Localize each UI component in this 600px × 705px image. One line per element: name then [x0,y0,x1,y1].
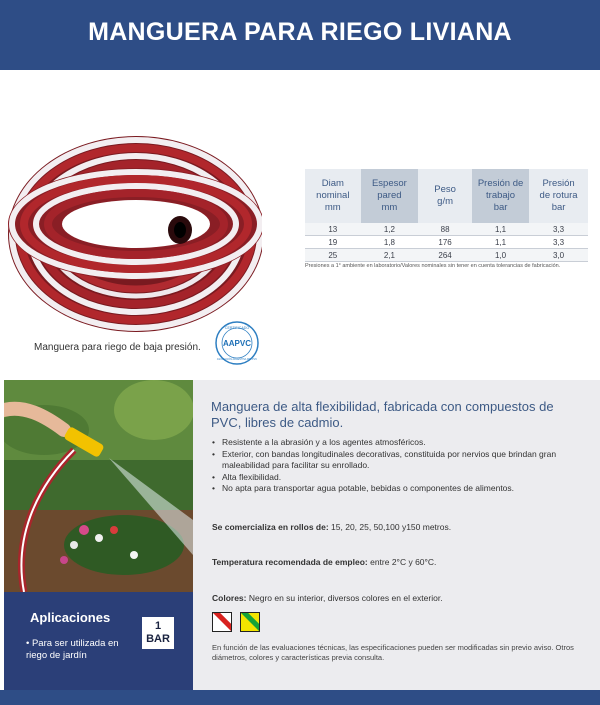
temperature-label: Temperatura recomendada de empleo: [212,557,368,567]
pressure-badge-number: 1 [154,620,162,632]
table-row [305,249,588,262]
table-cell: 2,1 [361,249,419,262]
list-item: • Resistente a la abrasión y a los agentes atmosféricos. [212,437,587,449]
header-espesor [361,169,419,223]
temperature-info [212,557,436,567]
table-cell: 13 [305,223,361,236]
spec-table-header-row [305,169,588,223]
list-item: • Alta flexibilidad. [212,472,587,484]
table-cell: 1,0 [472,249,529,262]
hose-coil-image [4,84,262,334]
photo-caption: Manguera para riego de baja presión. [34,342,201,353]
header-banner [0,0,600,70]
applications-item: • Para ser utilizada en riego de jardín [26,638,119,661]
color-swatches [212,612,264,632]
product-description-title: Manguera de alta flexibilidad, fabricada con compuestos de PVC, libres de cadmio. [211,399,554,430]
seal-bottom-text: ASOCIACIÓN ARGENTINA DEL PVC [216,358,258,361]
header-presion-trabajo [472,169,529,223]
table-cell: 1,1 [472,223,529,236]
disclaimer-text: En función de las evaluaciones técnicas, las especificaciones pueden ser modificadas sin previo aviso. Otros diámetros, colores y características previa consulta. [212,643,574,662]
table-cell: 176 [418,236,472,249]
rolls-value: 15, 20, 25, 50,100 y150 metros. [328,522,452,532]
pressure-badge-unit: BAR [146,633,170,645]
applications-title: Aplicaciones [30,610,111,625]
table-cell: 25 [305,249,361,262]
table-footnote: Presiones a 1° ambiente en laboratorio/Valores nominales sin tener en cuenta tolerancias de fabricación. [305,263,561,269]
table-cell: 88 [418,223,472,236]
table-cell: 1,1 [472,236,529,249]
header-diam [305,169,361,223]
table-cell: 3,0 [529,249,588,262]
header-peso-text: Peso g/m [434,184,456,207]
header-presion-rotura-text: Presión de rotura bar [539,178,578,213]
table-row [305,236,588,249]
rolls-label: Se comercializa en rollos de: [212,522,329,532]
feature-list [212,437,587,495]
table-row [305,223,588,236]
table-cell: 3,3 [529,223,588,236]
pressure-badge [142,617,174,649]
temperature-value: entre 2°C y 60°C. [367,557,437,567]
colors-info [212,593,443,603]
list-item: • Exterior, con bandas longitudinales decorativas, constituida por nervios que brindan gran maleabilidad para facilitar su enrollado. [212,449,587,472]
table-cell: 264 [418,249,472,262]
rolls-info [212,522,451,532]
certification-seal-icon [214,320,260,366]
table-cell: 1,8 [361,236,419,249]
footer-band [0,690,600,705]
header-peso [418,169,472,223]
header-diam-text: Diam nominal mm [316,178,350,213]
color-swatch-yellow-green [240,612,260,632]
header-espesor-text: Espesor pared mm [371,178,407,213]
table-cell: 19 [305,236,361,249]
list-item: • No apta para transportar agua potable, bebidas o componentes de alimentos. [212,483,587,495]
colors-value: Negro en su interior, diversos colores en el exterior. [246,593,443,603]
applications-item-text: Para ser utilizada en riego de jardín [26,638,119,661]
spec-table [305,169,588,262]
page-title: MANGUERA PARA RIEGO LIVIANA [88,18,512,46]
garden-watering-image [4,380,193,592]
table-cell: 3,3 [529,236,588,249]
colors-label: Colores: [212,593,247,603]
header-presion-trabajo-text: Presión de trabajo bar [477,178,524,213]
color-swatch-red-white [212,612,232,632]
table-cell: 1,2 [361,223,419,236]
seal-top-text: CERTIFICADO [224,326,250,330]
seal-brand-text: AAPVC [222,339,252,348]
header-presion-rotura [529,169,588,223]
